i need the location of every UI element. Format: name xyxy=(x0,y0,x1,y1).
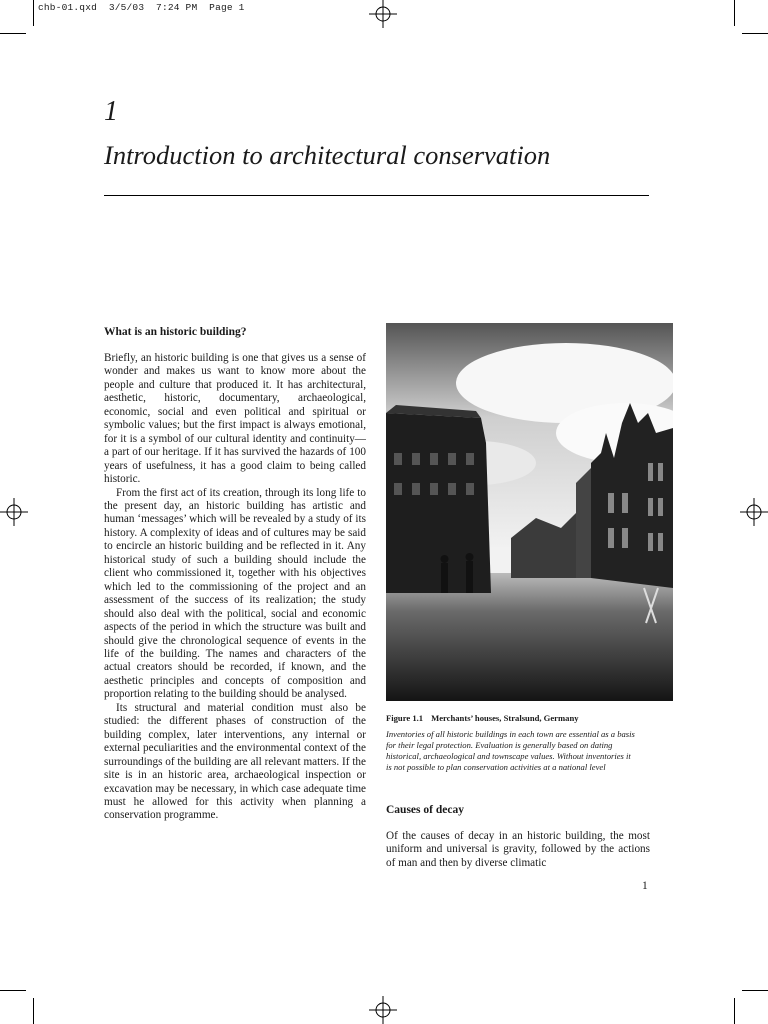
body-paragraph: Of the causes of decay in an historic building, the most uniform and universal is gravity, followed by the actions of man and then by diverse climatic xyxy=(386,830,650,869)
figure-photo xyxy=(386,323,673,701)
slug-page: Page 1 xyxy=(209,2,245,13)
figure-note: Inventories of all historic buildings in each town are essential as a basis for their legal protection. Evaluation is generally based on dating historical, archaeological and townscape values. Without inventories it is not possible to plan conservation activities at a national level xyxy=(386,729,635,772)
crop-mark xyxy=(742,33,768,34)
crop-mark xyxy=(33,998,34,1024)
street-scene-image xyxy=(386,323,673,701)
page-number: 1 xyxy=(642,880,648,892)
crop-mark xyxy=(0,33,26,34)
body-paragraph: Briefly, an historic building is one that gives us a sense of wonder and makes us want to know more about the people and culture that produced it. It has architectural, aesthetic, historic, documentary, archaeological, economic, social and even political and spiritual or symbolic values; but the first impact is always emotional, for it is a symbol of our cultural identity and continuity—a part of our heritage. If it has survived the hazards of 100 years of usefulness, it has a good claim to being called historic. xyxy=(104,352,366,486)
slug-file: chb-01.qxd xyxy=(38,2,98,13)
section-heading-historic-building: What is an historic building? xyxy=(104,326,247,338)
crop-mark xyxy=(734,0,735,26)
crop-mark xyxy=(33,0,34,26)
title-rule xyxy=(104,195,649,196)
body-paragraph: Its structural and material condition must also be studied: the different phases of construction of the building complex, later interventions, any internal or external peculiarities and the environmental context of the surroundings of the building are all relevant matters. If the site is in an historic area, archaeological inspection or excavation may be necessary, in which case adequate time must he allowed for this activity when planning a conservation programme. xyxy=(104,701,366,822)
crop-mark xyxy=(742,990,768,991)
section-heading-causes-of-decay: Causes of decay xyxy=(386,804,464,816)
crop-mark xyxy=(734,998,735,1024)
slug-date: 3/5/03 xyxy=(108,2,145,13)
figure-caption xyxy=(386,713,656,723)
registration-mark-icon xyxy=(740,498,768,526)
registration-mark-icon xyxy=(369,996,397,1024)
slug-time: 7:24 PM xyxy=(156,2,198,13)
crop-mark xyxy=(0,990,26,991)
chapter-title: Introduction to architectural conservation xyxy=(104,140,551,170)
body-column-left xyxy=(104,352,366,823)
body-paragraph: From the first act of its creation, through its long life to the present day, an historic building has artistic and human ‘messages’ which will be revealed by a study of its history. A complexity of ideas and of cultures may be said to encircle an historic building and be reflected in it. Any historical study of such a building should include the client who commissioned it, together with his objectives which led to the commissioning of the project and an assessment of the success of its realization; the study should also deal with the political, social and economic aspects of the period in which the structure was built and should give the chronological sequence of events in the life of the building. The names and characters of the actual creators should be recorded, if known, and the aesthetic principles and concepts of composition and proportion relating to the building should be analysed. xyxy=(104,486,366,701)
figure-number: Figure 1.1 xyxy=(386,713,424,723)
registration-mark-icon xyxy=(0,498,28,526)
chapter-number: 1 xyxy=(104,96,118,127)
body-column-right xyxy=(386,830,650,870)
figure-title: Merchants’ houses, Stralsund, Germany xyxy=(431,713,579,723)
registration-mark-icon xyxy=(369,0,397,28)
printer-slug xyxy=(38,2,245,13)
